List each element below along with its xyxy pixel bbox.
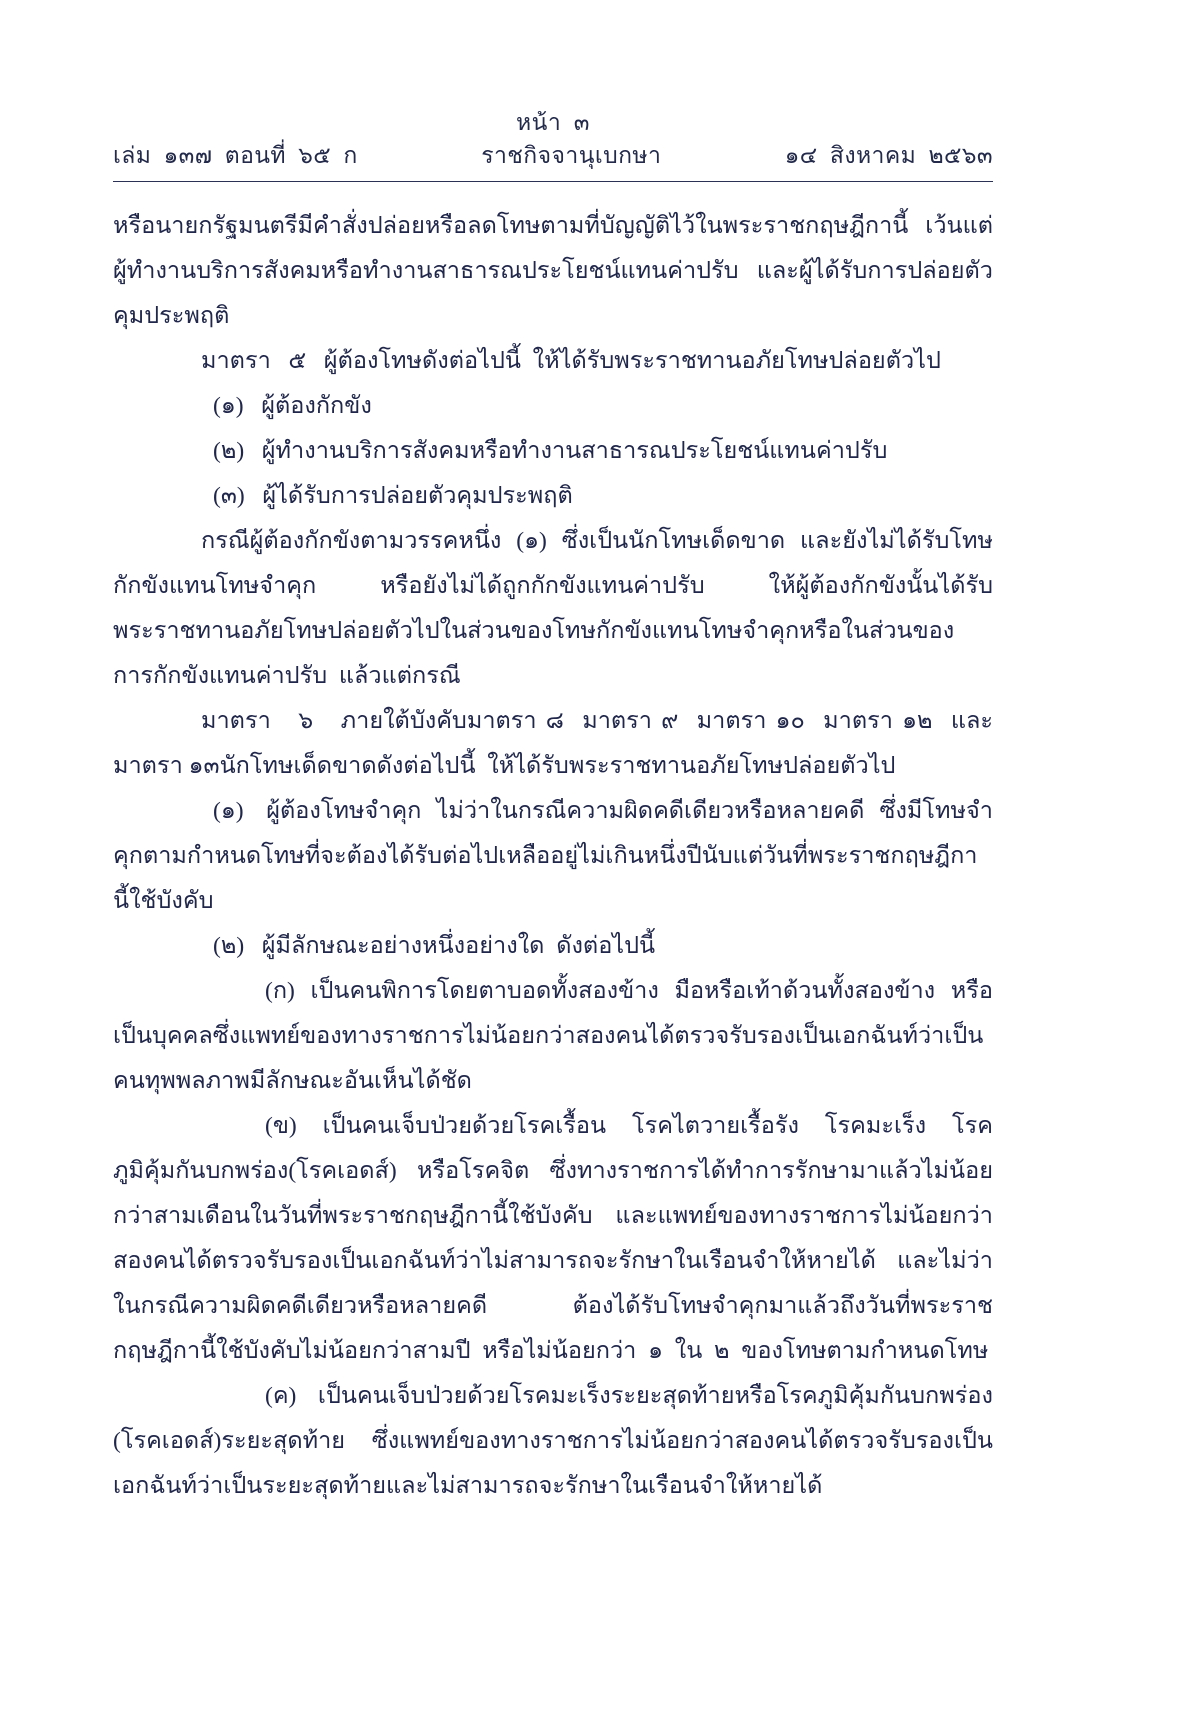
section-6-item-2: (๒) ผู้มีลักษณะอย่างหนึ่งอย่างใด ดังต่อไปนี้	[213, 933, 656, 959]
section-6: มาตรา ๖ ภายใต้บังคับมาตรา ๘ มาตรา ๙ มาตรา ๑๐ มาตรา ๑๒ และมาตรา ๑๓นักโทษเด็ดขาดดังต่อไปนี้ ให้ได้รับพระราชทานอภัยโทษปล่อยตัวไป	[113, 708, 993, 779]
section-5-item-3: (๓) ผู้ได้รับการปล่อยตัวคุมประพฤติ	[213, 483, 573, 509]
section-6-item-2-c: (ค) เป็นคนเจ็บป่วยด้วยโรคมะเร็งระยะสุดท้ายหรือโรคภูมิคุ้มกันบกพร่อง (โรคเอดส์)ระยะสุดท้าย ซึ่งแพทย์ของทางราชการไม่น้อยกว่าสองคนได้ตรวจรับรองเป็นเอกฉันท์ว่าเป็นระยะสุดท้ายและไม่สามารถจะรักษาในเรือนจำให้หายได้	[113, 1383, 1005, 1499]
section-5: มาตรา ๕ ผู้ต้องโทษดังต่อไปนี้ ให้ได้รับพระราชทานอภัยโทษปล่อยตัวไป	[201, 348, 941, 374]
section-5-closing: กรณีผู้ต้องกักขังตามวรรคหนึ่ง (๑) ซึ่งเป็นนักโทษเด็ดขาด และยังไม่ได้รับโทษกักขังแทนโทษจำคุก หรือยังไม่ได้ถูกกักขังแทนค่าปรับ ให้ผู้ต้องกักขังนั้นได้รับพระราชทานอภัยโทษปล่อยตัวไปในส่วนของโทษกักขังแทนโทษจำคุกหรือในส่วนของการกักขังแทนค่าปรับ แล้วแต่กรณี	[113, 528, 993, 689]
section-5-item-1: (๑) ผู้ต้องกักขัง	[213, 393, 372, 419]
p-continued-from-previous-page: หรือนายกรัฐมนตรีมีคำสั่งปล่อยหรือลดโทษตามที่บัญญัติไว้ในพระราชกฤษฎีกานี้ เว้นแต่ผู้ทำงานบริการสังคมหรือทำงานสาธารณประโยชน์แทนค่าปรับ และผู้ได้รับการปล่อยตัวคุมประพฤติ	[113, 213, 993, 329]
section-6-item-2-b: (ข) เป็นคนเจ็บป่วยด้วยโรคเรื้อน โรคไตวายเรื้อรัง โรคมะเร็ง โรคภูมิคุ้มกันบกพร่อง(โรคเอดส์) หรือโรคจิต ซึ่งทางราชการได้ทำการรักษามาแล้วไม่น้อยกว่าสามเดือนในวันที่พระราชกฤษฎีกานี้ใช้บังคับ และแพทย์ของทางราชการไม่น้อยกว่าสองคนได้ตรวจรับรองเป็นเอกฉันท์ว่าไม่สามารถจะรักษาในเรือนจำให้หายได้ และไม่ว่าในกรณีความผิดคดีเดียวหรือหลายคดี ต้องได้รับโทษจำคุกมาแล้วถึงวันที่พระราชกฤษฎีกานี้ใช้บังคับไม่น้อยกว่าสามปี หรือไม่น้อยกว่า ๑ ใน ๒ ของโทษตามกำหนดโทษ	[113, 1113, 993, 1364]
page-number-label: หน้า ๓	[515, 110, 591, 135]
document-body	[113, 204, 1005, 1509]
section-6-item-1: (๑) ผู้ต้องโทษจำคุก ไม่ว่าในกรณีความผิดคดีเดียวหรือหลายคดี ซึ่งมีโทษจำคุกตามกำหนดโทษที่จะต้องได้รับต่อไปเหลืออยู่ไม่เกินหนึ่งปีนับแต่วันที่พระราชกฤษฎีกานี้ใช้บังคับ	[113, 798, 993, 914]
page-content-area	[113, 108, 1005, 1509]
volume-issue-label: เล่ม ๑๓๗ ตอนที่ ๖๕ ก	[113, 143, 358, 168]
section-5-item-2: (๒) ผู้ทำงานบริการสังคมหรือทำงานสาธารณประโยชน์แทนค่าปรับ	[213, 438, 888, 464]
gazette-name-label: ราชกิจจานุเบกษา	[481, 143, 662, 168]
publication-date-label: ๑๔ สิงหาคม ๒๕๖๓	[784, 143, 993, 168]
section-6-item-2-a: (ก) เป็นคนพิการโดยตาบอดทั้งสองข้าง มือหรือเท้าด้วนทั้งสองข้าง หรือเป็นบุคคลซึ่งแพทย์ของทางราชการไม่น้อยกว่าสองคนได้ตรวจรับรองเป็นเอกฉันท์ว่าเป็นคนทุพพลภาพมีลักษณะอันเห็นได้ชัด	[113, 978, 993, 1094]
running-head-row	[113, 140, 993, 172]
running-head	[113, 108, 993, 172]
header-divider	[113, 181, 993, 182]
